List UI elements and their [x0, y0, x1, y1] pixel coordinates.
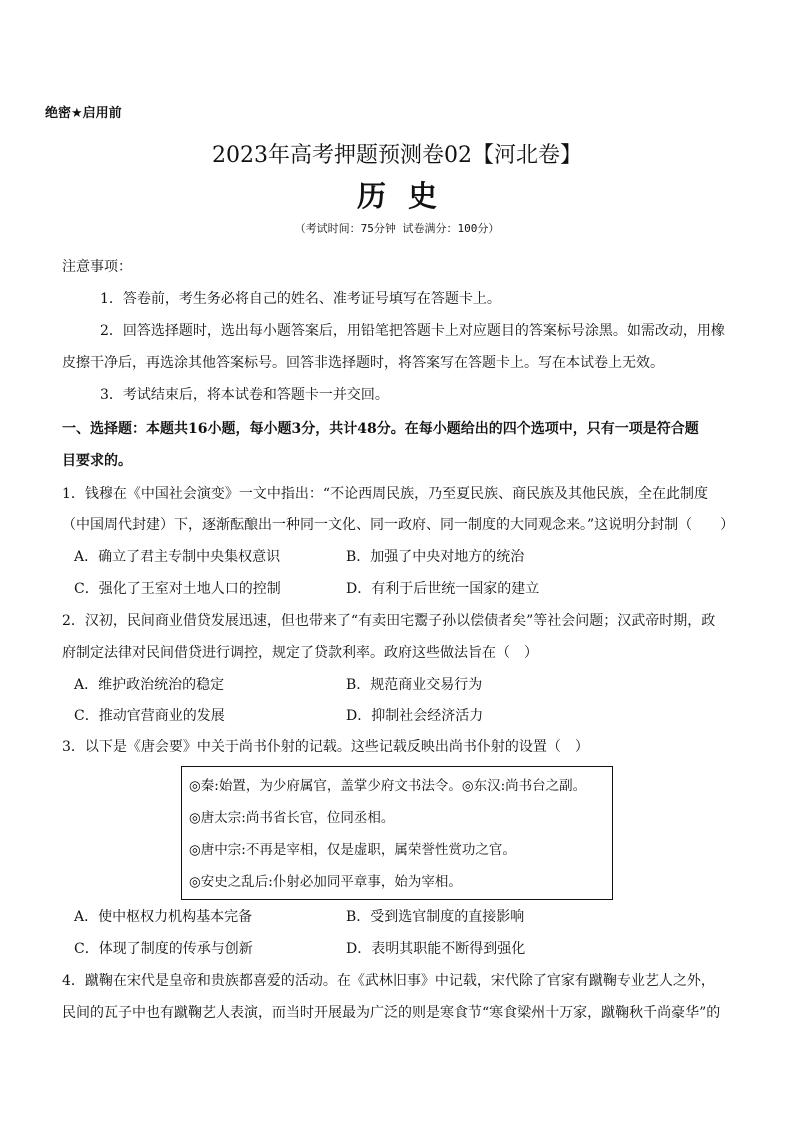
question-2-option-a: A．维护政治统治的稳定: [74, 677, 225, 693]
question-2-option-d: D．抑制社会经济活力: [346, 708, 484, 724]
question-2-line-2: 府制定法律对民间借贷进行调控，规定了贷款利率。政府这些做法旨在（ ）: [62, 645, 538, 661]
question-3-stem: 3．以下是《唐会要》中关于尚书仆射的记载。这些记载反映出尚书仆射的设置（ ）: [62, 739, 589, 755]
exam-info: （考试时间：75分钟 试卷满分：100分）: [294, 222, 500, 235]
question-1-option-b: B．加强了中央对地方的统治: [346, 549, 525, 565]
exam-title: 2023年高考押题预测卷02【河北卷】: [212, 143, 582, 168]
question-1-line-1: 1．钱穆在《中国社会演变》一文中指出：“不论西周民族，乃至夏民族、商民族及其他民族，全在此制度: [62, 486, 709, 502]
quote-box-line-2: ◎唐太宗:尚书省长官，位同丞相。: [189, 810, 395, 826]
notice-item-2-line-1: 2．回答选择题时，选出每小题答案后，用铅笔把答题卡上对应题目的答案标号涂黑。如需改动，用橡: [100, 323, 725, 339]
question-1-option-a: A．确立了君主专制中央集权意识: [74, 549, 281, 565]
subject-title: 历史: [356, 179, 459, 213]
question-2-line-1: 2．汉初，民间商业借贷发展迅速，但也带来了“有卖田宅鬻子孙以偿债者矣”等社会问题；汉武帝时期，政: [62, 613, 716, 629]
question-3-option-b: B．受到选官制度的直接影响: [346, 909, 525, 925]
section-heading-line-1: 一、选择题：本题共16小题，每小题3分，共计48分。在每小题给出的四个选项中，只有一项是符合题: [62, 421, 699, 437]
notice-item-3: 3．考试结束后，将本试卷和答题卡一并交回。: [100, 387, 389, 403]
secret-mark: 绝密★启用前: [45, 106, 122, 121]
notice-item-2-line-2: 皮擦干净后，再选涂其他答案标号。回答非选择题时，将答案写在答题卡上。写在本试卷上无效。: [62, 355, 664, 371]
question-4-line-2: 民间的瓦子中也有蹴鞠艺人表演，而当时开展最为广泛的则是寒食节“寒食梁州十万家，蹴鞠秋千尚豪华”的: [62, 1005, 721, 1021]
question-2-option-c: C．推动官营商业的发展: [74, 708, 225, 724]
question-3-option-a: A．使中枢权力机构基本完备: [74, 909, 253, 925]
question-2-option-b: B．规范商业交易行为: [346, 677, 483, 693]
quote-box-line-4: ◎安史之乱后:仆射必加同平章事，始为宰相。: [189, 874, 462, 890]
section-heading-line-2: 目要求的。: [62, 453, 132, 469]
question-4-line-1: 4．蹴鞠在宋代是皇帝和贵族都喜爱的活动。在《武林旧事》中记载，宋代除了官家有蹴鞠专业艺人之外，: [62, 973, 715, 989]
quote-box-line-3: ◎唐中宗:不再是宰相，仅是虚职，属荣誉性赏功之官。: [189, 842, 516, 858]
question-1-option-d: D．有利于后世统一国家的建立: [346, 581, 540, 597]
question-3-option-d: D．表明其职能不断得到强化: [346, 941, 526, 957]
quote-box-line-1: ◎秦:始置，为少府属官，盖掌少府文书法令。◎东汉:尚书台之副。: [189, 778, 587, 794]
question-3-option-c: C．体现了制度的传承与创新: [74, 941, 253, 957]
question-1-option-c: C．强化了王室对土地人口的控制: [74, 581, 281, 597]
notice-heading: 注意事项：: [62, 259, 132, 275]
question-1-line-2: （中国周代封建）下，逐渐酝酿出一种同一文化、同一政府、同一制度的大同观念来。”这说明分封制（ ）: [62, 517, 735, 533]
notice-item-1: 1．答卷前，考生务必将自己的姓名、准考证号填写在答题卡上。: [100, 291, 501, 307]
